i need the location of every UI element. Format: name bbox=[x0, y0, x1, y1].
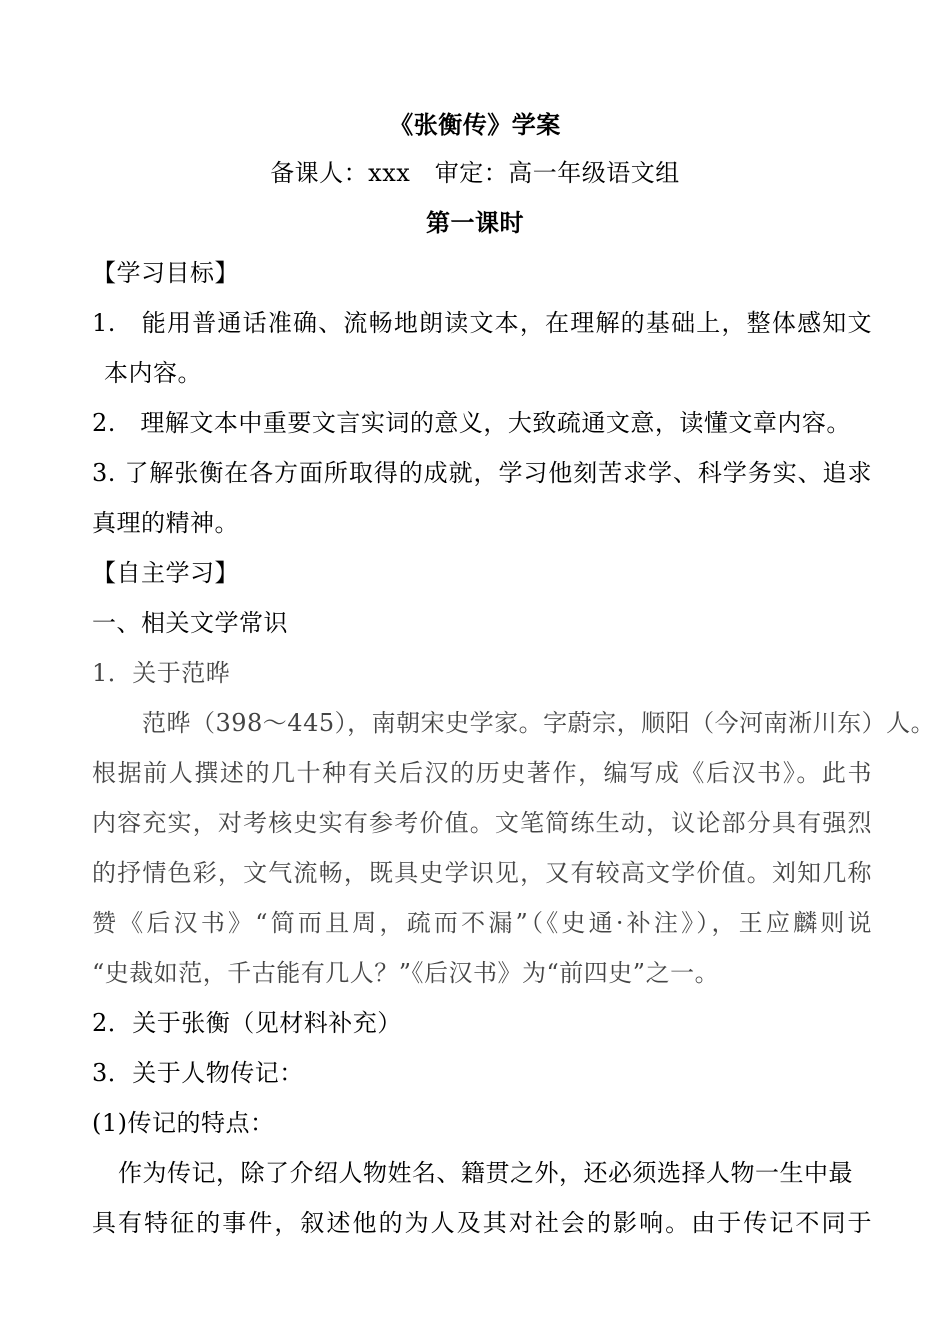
goal-line: 本内容。 bbox=[104, 359, 202, 387]
document-title: 《张衡传》学案 bbox=[389, 110, 561, 139]
biography-paragraph-line: 作为传记，除了介绍人物姓名、籍贯之外，还必须选择人物一生中最 bbox=[118, 1159, 853, 1187]
item-heading: 1．关于范晔 bbox=[92, 659, 231, 687]
goal-line: 1. 能用普通话准确、流畅地朗读文本，在理解的基础上，整体感知文 bbox=[92, 309, 872, 337]
fanye-paragraph-line: 根据前人撰述的几十种有关后汉的历史著作，编写成《后汉书》。此书 bbox=[92, 759, 872, 787]
fanye-paragraph-line: 内容充实，对考核史实有参考价值。文笔简练生动，议论部分具有强烈 bbox=[92, 809, 872, 837]
part-heading: 一、相关文学常识 bbox=[92, 609, 288, 637]
fanye-paragraph-line: 的抒情色彩，文气流畅，既具史学识见，又有较高文学价值。刘知几称 bbox=[92, 859, 872, 887]
section-learning-goals: 【学习目标】 bbox=[92, 259, 239, 287]
goal-line: 真理的精神。 bbox=[92, 509, 239, 537]
fanye-paragraph-line: 范晔（398～445），南朝宋史学家。字蔚宗，顺阳（今河南淅川东）人。 bbox=[142, 709, 936, 737]
item-heading: 3．关于人物传记： bbox=[92, 1059, 304, 1087]
goal-line: 2. 理解文本中重要文言实词的意义，大致疏通文意，读懂文章内容。 bbox=[92, 409, 851, 437]
document-meta: 备课人：xxx 审定：高一年级语文组 bbox=[270, 159, 680, 187]
fanye-paragraph-line: 赞《后汉书》“简而且周，疏而不漏”（《史通·补注》），王应麟则说 bbox=[92, 909, 872, 937]
fanye-paragraph-line: “史裁如范，千古能有几人？”《后汉书》为“前四史”之一。 bbox=[92, 959, 720, 987]
sub-heading: (1)传记的特点： bbox=[92, 1109, 275, 1137]
goal-line: 3. 了解张衡在各方面所取得的成就，学习他刻苦求学、科学务实、追求 bbox=[92, 459, 872, 487]
section-self-study: 【自主学习】 bbox=[92, 559, 239, 587]
biography-paragraph-line: 具有特征的事件，叙述他的为人及其对社会的影响。由于传记不同于 bbox=[92, 1209, 872, 1237]
item-heading: 2．关于张衡（见材料补充） bbox=[92, 1009, 402, 1037]
lesson-heading: 第一课时 bbox=[426, 208, 524, 237]
